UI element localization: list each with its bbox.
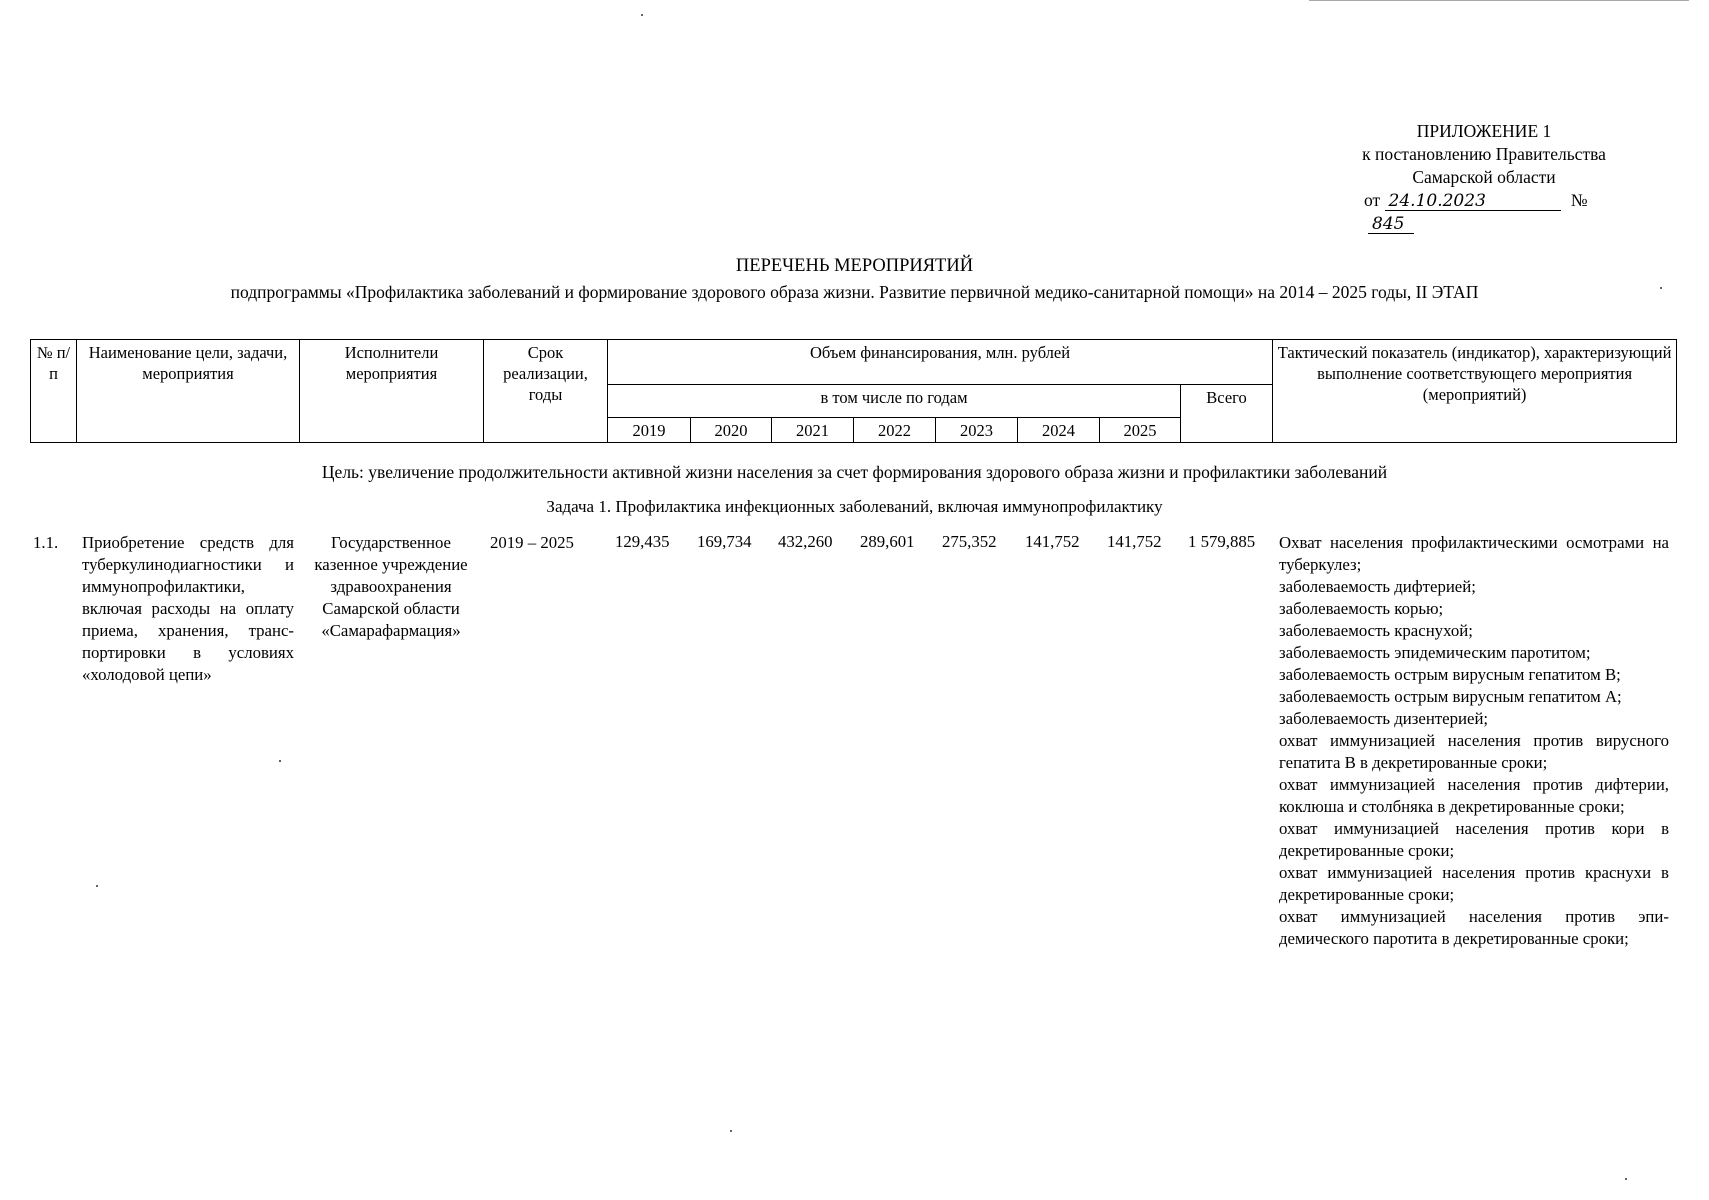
appendix-line1: к постановлению Правительства (1362, 144, 1606, 164)
col-term-header: Срок реализации, годы (484, 340, 608, 443)
indicator-item: заболеваемость острым вирусным гепатитом В; (1279, 665, 1621, 684)
appendix-date-line (1334, 189, 1634, 235)
indicator-item: охват иммунизацией населения против краснухи в декретированные сроки; (1279, 863, 1669, 904)
scan-speck (96, 885, 98, 887)
task-text: Задача 1. Профилактика инфекционных заболеваний, включая иммунопрофилактику (546, 497, 1163, 516)
year-header: 2025 (1100, 418, 1181, 443)
scan-speck (279, 760, 281, 762)
indicator-item: охват иммунизацией населения против кори в декретированные сроки; (1279, 819, 1669, 860)
number-prefix: № (1570, 190, 1588, 210)
col-exec-header: Исполнители мероприятия (300, 340, 484, 443)
funding-value-2024: 141,752 (1025, 532, 1080, 551)
funding-total: 1 579,885 (1188, 532, 1256, 551)
handwritten-number: 845 (1368, 215, 1414, 234)
year-header: 2024 (1018, 418, 1100, 443)
indicator-item: Охват населения профилактическими осмотрами на туберкулез; (1279, 533, 1669, 574)
row-executor: Государственное казенное учреждение здравоохранения Самарской области «Самарафармация» (314, 533, 468, 640)
col-funding-header: Объем финансирования, млн. рублей (608, 340, 1273, 385)
year-header: 2023 (936, 418, 1018, 443)
indicator-item: заболеваемость дизентерией; (1279, 709, 1489, 728)
indicator-item: охват иммунизацией населения против вирусного гепатита В в декретированные сроки; (1279, 731, 1669, 772)
row-activity-name: Приобретение средств для туберкулинодиагностики и иммунопрофилактики, включая расходы на оплату приема, хранения, транспортировки в условиях «холодовой цепи» (82, 533, 294, 684)
scan-edge-line (1309, 0, 1689, 1)
indicator-item: заболеваемость дифтерией; (1279, 577, 1476, 596)
scan-speck (1660, 287, 1662, 289)
funding-value-2020: 169,734 (697, 532, 752, 551)
year-header: 2020 (691, 418, 772, 443)
scan-speck (641, 14, 643, 16)
col-by-years-header: в том числе по годам (608, 385, 1181, 418)
document-subtitle: подпрограммы «Профилактика заболеваний и формирование здорового образа жизни. Развитие первичной медико-санитарной помощи» на 2014 – 2025 годы, II ЭТАП (230, 282, 1479, 302)
funding-value-2019: 129,435 (615, 532, 670, 551)
date-prefix: от (1364, 190, 1381, 210)
indicator-item: заболеваемость корью; (1279, 599, 1444, 618)
col-total-header: Всего (1181, 385, 1273, 443)
year-header: 2022 (854, 418, 936, 443)
indicator-item: охват иммунизацией населения против дифтерии, коклюша и столбняка в декретированные сроки; (1279, 775, 1669, 816)
year-header: 2021 (772, 418, 854, 443)
row-indicators (1279, 532, 1669, 950)
indicator-item: заболеваемость острым вирусным гепатитом А; (1279, 687, 1622, 706)
scan-speck (730, 1130, 732, 1132)
funding-value-2021: 432,260 (778, 532, 833, 551)
handwritten-date: 24.10.2023 (1385, 192, 1561, 211)
appendix-title: ПРИЛОЖЕНИЕ 1 (1416, 121, 1552, 141)
col-num-header: № п/п (31, 340, 77, 443)
col-indicator-header: Тактический показатель (индикатор), характеризующий выполнение соответствующего мероприятия (мероприятий) (1273, 340, 1677, 443)
row-number: 1.1. (33, 533, 59, 552)
document-title: ПЕРЕЧЕНЬ МЕРОПРИЯТИЙ (735, 256, 974, 276)
funding-value-2022: 289,601 (860, 532, 915, 551)
indicator-item: охват иммунизацией населения против эпидемического паротита в декретированные сроки; (1279, 907, 1669, 948)
scan-speck (1625, 1178, 1627, 1180)
year-header: 2019 (608, 418, 691, 443)
funding-value-2023: 275,352 (942, 532, 997, 551)
indicator-item: заболеваемость эпидемическим паротитом; (1279, 643, 1591, 662)
funding-value-2025: 141,752 (1107, 532, 1162, 551)
appendix-line2: Самарской области (1412, 167, 1556, 187)
goal-text: Цель: увеличение продолжительности активной жизни населения за счет формирования здорового образа жизни и профилактики заболеваний (321, 462, 1388, 482)
header-table (30, 339, 1677, 443)
indicator-item: заболеваемость краснухой; (1279, 621, 1473, 640)
col-name-header: Наименование цели, задачи, мероприятия (77, 340, 300, 443)
row-term: 2019 – 2025 (490, 533, 574, 552)
appendix-block (1334, 120, 1634, 235)
